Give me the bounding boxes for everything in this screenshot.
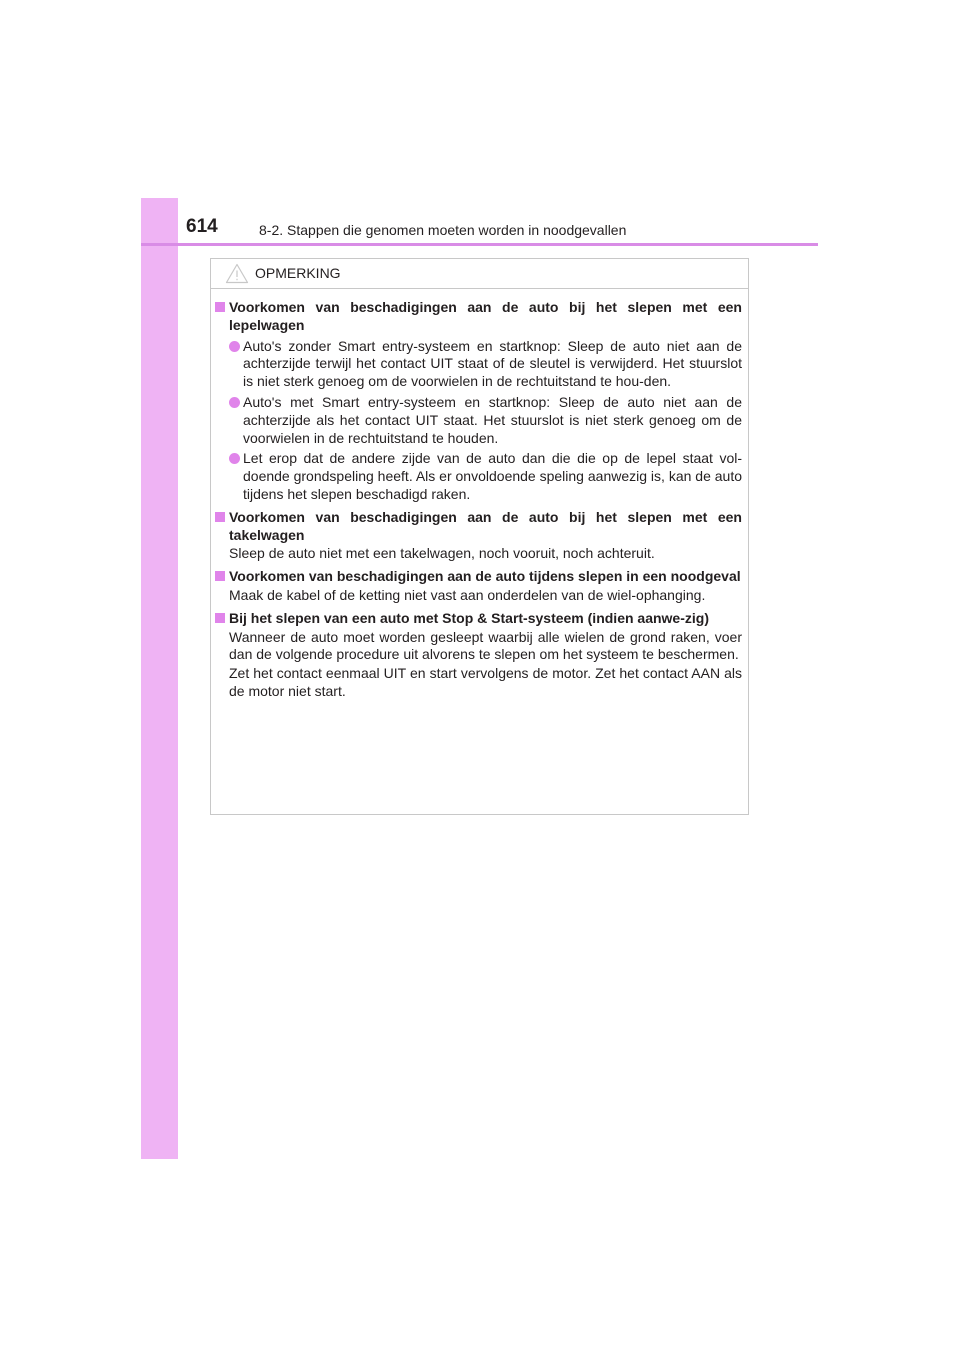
notice-box xyxy=(210,258,749,815)
notice-item-tow-dolly xyxy=(215,299,742,504)
square-bullet-icon xyxy=(215,571,225,581)
circle-bullet-icon xyxy=(229,397,240,408)
notice-label: OPMERKING xyxy=(255,265,341,281)
item-text: Zet het contact eenmaal UIT en start vervolgens de motor. Zet het contact AAN als de motor niet start. xyxy=(229,665,742,699)
item-text: Maak de kabel of de ketting niet vast aan onderdelen van de wiel-ophanging. xyxy=(229,586,706,603)
section-title: 8-2. Stappen die genomen moeten worden in noodgevallen xyxy=(259,222,627,238)
circle-bullet-icon xyxy=(229,453,240,464)
notice-item-sling-truck xyxy=(215,509,742,563)
item-text: Sleep de auto niet met een takelwagen, noch vooruit, noch achteruit. xyxy=(229,545,655,562)
item-title: Voorkomen van beschadigingen aan de auto tijdens slepen in een noodgeval xyxy=(229,568,741,585)
chapter-sidebar-tab xyxy=(141,198,178,1159)
bullet-item xyxy=(229,394,742,447)
header-rule xyxy=(141,243,818,246)
item-text: Wanneer de auto moet worden gesleept waarbij alle wielen de grond raken, voer dan de volgende procedure uit alvorens te slepen om het systeem te beschermen. xyxy=(229,628,742,663)
bullet-text: Let erop dat de andere zijde van de auto dan die die op de lepel staat vol-doende grondspeling heeft. Als er onvoldoende speling aanwezig is, kan de auto tijdens het slepen beschadigd raken. xyxy=(243,450,742,502)
warning-triangle-icon xyxy=(225,263,249,284)
bullet-text: Auto's met Smart entry-systeem en startknop: Sleep de auto niet aan de achterzijde als het contact UIT staat. Het stuurslot is niet sterk genoeg om de voorwielen in de rechtuitstand te houden. xyxy=(243,393,742,446)
square-bullet-icon xyxy=(215,613,225,623)
circle-bullet-icon xyxy=(229,341,240,352)
item-title: Voorkomen van beschadigingen aan de auto bij het slepen met een takelwagen xyxy=(229,508,742,543)
notice-item-stop-start xyxy=(215,610,742,701)
notice-header xyxy=(211,259,748,289)
square-bullet-icon xyxy=(215,302,225,312)
item-title: Bij het slepen van een auto met Stop & Start-systeem (indien aanwe-zig) xyxy=(229,609,709,626)
bullet-item xyxy=(229,338,742,391)
square-bullet-icon xyxy=(215,512,225,522)
notice-item-emergency-towing xyxy=(215,568,742,605)
bullet-text: Auto's zonder Smart entry-systeem en startknop: Sleep de auto niet aan de achterzijde terwijl het contact UIT staat of de sleutel is verwijderd. Het stuurslot is niet sterk genoeg om de voorwielen in de rechtuitstand te hou-den. xyxy=(243,337,742,390)
item-title: Voorkomen van beschadigingen aan de auto bij het slepen met een lepelwagen xyxy=(229,299,742,333)
bullet-item xyxy=(229,450,742,503)
notice-body xyxy=(211,299,748,706)
page-number: 614 xyxy=(186,216,218,237)
